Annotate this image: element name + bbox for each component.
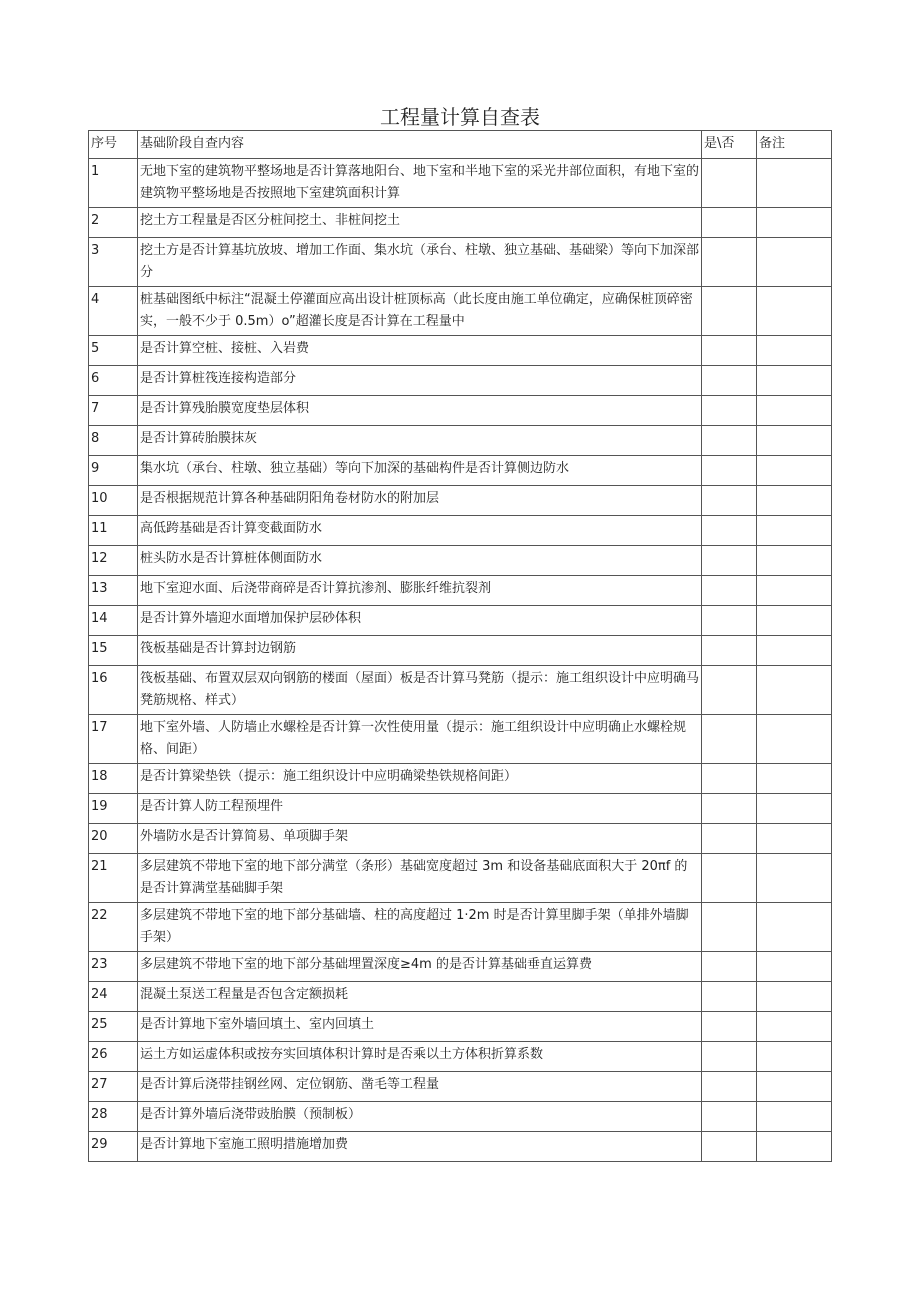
row-note-cell[interactable] xyxy=(757,794,832,824)
row-check-cell[interactable] xyxy=(702,1042,757,1072)
row-check-cell[interactable] xyxy=(702,636,757,666)
row-content: 高低跨基础是否计算变截面防水 xyxy=(138,516,702,546)
table-row xyxy=(89,636,832,666)
row-num: 14 xyxy=(89,606,138,636)
row-num: 28 xyxy=(89,1102,138,1132)
row-note-cell[interactable] xyxy=(757,982,832,1012)
row-note-cell[interactable] xyxy=(757,764,832,794)
table-row xyxy=(89,666,832,715)
row-content: 是否计算残胎膜宽度垫层体积 xyxy=(138,396,702,426)
table-row xyxy=(89,1072,832,1102)
row-note-cell[interactable] xyxy=(757,854,832,903)
row-note-cell[interactable] xyxy=(757,516,832,546)
row-note-cell[interactable] xyxy=(757,486,832,516)
row-content: 桩头防水是否计算桩体侧面防水 xyxy=(138,546,702,576)
row-num: 12 xyxy=(89,546,138,576)
row-content: 是否计算地下室施工照明措施增加费 xyxy=(138,1132,702,1162)
table-row xyxy=(89,396,832,426)
row-check-cell[interactable] xyxy=(702,426,757,456)
row-content: 多层建筑不带地下室的地下部分满堂（条形）基础宽度超过 3m 和设备基础底面积大于 20πf 的是否计算满堂基础脚手架 xyxy=(138,854,702,903)
row-check-cell[interactable] xyxy=(702,1132,757,1162)
row-note-cell[interactable] xyxy=(757,159,832,208)
table-row xyxy=(89,456,832,486)
row-content: 是否计算空桩、接桩、入岩费 xyxy=(138,336,702,366)
row-num: 23 xyxy=(89,952,138,982)
table-row xyxy=(89,1042,832,1072)
row-num: 1 xyxy=(89,159,138,208)
row-check-cell[interactable] xyxy=(702,606,757,636)
row-check-cell[interactable] xyxy=(702,794,757,824)
header-note: 备注 xyxy=(757,131,832,159)
table-row xyxy=(89,982,832,1012)
row-content: 是否计算桩筏连接构造部分 xyxy=(138,366,702,396)
row-note-cell[interactable] xyxy=(757,636,832,666)
row-check-cell[interactable] xyxy=(702,982,757,1012)
row-content: 地下室迎水面、后浇带商碎是否计算抗渗剂、膨胀纤维抗裂剂 xyxy=(138,576,702,606)
row-note-cell[interactable] xyxy=(757,715,832,764)
row-note-cell[interactable] xyxy=(757,366,832,396)
row-check-cell[interactable] xyxy=(702,1102,757,1132)
row-check-cell[interactable] xyxy=(702,764,757,794)
table-row xyxy=(89,287,832,336)
row-content: 混凝土泵送工程量是否包含定额损耗 xyxy=(138,982,702,1012)
row-check-cell[interactable] xyxy=(702,952,757,982)
row-note-cell[interactable] xyxy=(757,666,832,715)
table-row xyxy=(89,159,832,208)
row-note-cell[interactable] xyxy=(757,426,832,456)
row-num: 15 xyxy=(89,636,138,666)
row-num: 7 xyxy=(89,396,138,426)
row-check-cell[interactable] xyxy=(702,854,757,903)
row-content: 运土方如运虚体积或按夯实回填体积计算时是否乘以土方体积折算系数 xyxy=(138,1042,702,1072)
row-num: 8 xyxy=(89,426,138,456)
row-check-cell[interactable] xyxy=(702,366,757,396)
row-note-cell[interactable] xyxy=(757,287,832,336)
row-note-cell[interactable] xyxy=(757,903,832,952)
row-content: 多层建筑不带地下室的地下部分基础墙、柱的高度超过 1·2m 时是否计算里脚手架（单排外墙脚手架） xyxy=(138,903,702,952)
table-row xyxy=(89,546,832,576)
row-note-cell[interactable] xyxy=(757,606,832,636)
header-check: 是\否 xyxy=(702,131,757,159)
row-num: 2 xyxy=(89,208,138,238)
row-note-cell[interactable] xyxy=(757,1102,832,1132)
row-content: 无地下室的建筑物平整场地是否计算落地阳台、地下室和半地下室的采光井部位面积，有地下室的建筑物平整场地是否按照地下室建筑面积计算 xyxy=(138,159,702,208)
row-check-cell[interactable] xyxy=(702,456,757,486)
table-row xyxy=(89,426,832,456)
row-num: 22 xyxy=(89,903,138,952)
row-content: 是否计算外墙后浇带豉胎膜（预制板） xyxy=(138,1102,702,1132)
table-row xyxy=(89,903,832,952)
row-num: 5 xyxy=(89,336,138,366)
row-content: 是否计算人防工程预埋件 xyxy=(138,794,702,824)
row-check-cell[interactable] xyxy=(702,666,757,715)
table-row xyxy=(89,606,832,636)
row-num: 29 xyxy=(89,1132,138,1162)
row-content: 桩基础图纸中标注“混凝土停灌面应高出设计桩顶标高（此长度由施工单位确定，应确保桩顶碎密实，一般不少于 0.5m）o”超灌长度是否计算在工程量中 xyxy=(138,287,702,336)
row-check-cell[interactable] xyxy=(702,238,757,287)
row-note-cell[interactable] xyxy=(757,1042,832,1072)
self-check-table xyxy=(88,130,832,1162)
row-check-cell[interactable] xyxy=(702,486,757,516)
row-check-cell[interactable] xyxy=(702,576,757,606)
table-row xyxy=(89,715,832,764)
row-content: 是否计算梁垫铁（提示：施工组织设计中应明确梁垫铁规格间距） xyxy=(138,764,702,794)
row-content: 挖土方是否计算基坑放坡、增加工作面、集水坑（承台、柱墩、独立基础、基础梁）等向下加深部分 xyxy=(138,238,702,287)
row-num: 13 xyxy=(89,576,138,606)
row-check-cell[interactable] xyxy=(702,159,757,208)
table-row xyxy=(89,824,832,854)
row-num: 11 xyxy=(89,516,138,546)
table-body xyxy=(89,159,832,1162)
row-note-cell[interactable] xyxy=(757,456,832,486)
row-content: 是否计算砖胎膜抹灰 xyxy=(138,426,702,456)
row-content: 是否计算后浇带挂钢丝网、定位钢筋、凿毛等工程量 xyxy=(138,1072,702,1102)
table-row xyxy=(89,794,832,824)
row-content: 是否计算地下室外墙回填土、室内回填土 xyxy=(138,1012,702,1042)
row-note-cell[interactable] xyxy=(757,546,832,576)
row-num: 6 xyxy=(89,366,138,396)
row-note-cell[interactable] xyxy=(757,208,832,238)
row-content: 是否根据规范计算各种基础阴阳角卷材防水的附加层 xyxy=(138,486,702,516)
row-num: 9 xyxy=(89,456,138,486)
row-content: 筏板基础是否计算封边钢筋 xyxy=(138,636,702,666)
row-note-cell[interactable] xyxy=(757,238,832,287)
table-row xyxy=(89,764,832,794)
row-content: 多层建筑不带地下室的地下部分基础埋置深度≥4m 的是否计算基础垂直运算费 xyxy=(138,952,702,982)
table-row xyxy=(89,238,832,287)
row-content: 外墙防水是否计算简易、单项脚手架 xyxy=(138,824,702,854)
row-check-cell[interactable] xyxy=(702,715,757,764)
row-num: 16 xyxy=(89,666,138,715)
row-content: 挖土方工程量是否区分桩间挖土、非桩间挖土 xyxy=(138,208,702,238)
row-content: 地下室外墙、人防墙止水螺栓是否计算一次性使用量（提示：施工组织设计中应明确止水螺栓规格、间距） xyxy=(138,715,702,764)
row-num: 20 xyxy=(89,824,138,854)
table-row xyxy=(89,336,832,366)
row-note-cell[interactable] xyxy=(757,1072,832,1102)
row-note-cell[interactable] xyxy=(757,1132,832,1162)
row-check-cell[interactable] xyxy=(702,903,757,952)
row-num: 4 xyxy=(89,287,138,336)
table-row xyxy=(89,1132,832,1162)
row-num: 27 xyxy=(89,1072,138,1102)
row-check-cell[interactable] xyxy=(702,1012,757,1042)
row-check-cell[interactable] xyxy=(702,1072,757,1102)
row-check-cell[interactable] xyxy=(702,546,757,576)
row-content: 是否计算外墙迎水面增加保护层砂体积 xyxy=(138,606,702,636)
table-row xyxy=(89,1012,832,1042)
row-num: 26 xyxy=(89,1042,138,1072)
row-num: 10 xyxy=(89,486,138,516)
row-note-cell[interactable] xyxy=(757,576,832,606)
row-num: 3 xyxy=(89,238,138,287)
table-row xyxy=(89,486,832,516)
row-note-cell[interactable] xyxy=(757,396,832,426)
table-row xyxy=(89,854,832,903)
row-note-cell[interactable] xyxy=(757,952,832,982)
table-row xyxy=(89,516,832,546)
row-check-cell[interactable] xyxy=(702,336,757,366)
header-content: 基础阶段自查内容 xyxy=(138,131,702,159)
row-num: 21 xyxy=(89,854,138,903)
row-num: 17 xyxy=(89,715,138,764)
table-row xyxy=(89,576,832,606)
row-check-cell[interactable] xyxy=(702,824,757,854)
row-note-cell[interactable] xyxy=(757,824,832,854)
row-check-cell[interactable] xyxy=(702,208,757,238)
row-check-cell[interactable] xyxy=(702,396,757,426)
row-num: 19 xyxy=(89,794,138,824)
row-check-cell[interactable] xyxy=(702,287,757,336)
row-content: 集水坑（承台、柱墩、独立基础）等向下加深的基础构件是否计算侧边防水 xyxy=(138,456,702,486)
row-note-cell[interactable] xyxy=(757,1012,832,1042)
table-header-row xyxy=(89,131,832,159)
page-title: 工程量计算自查表 xyxy=(380,105,540,129)
header-num: 序号 xyxy=(89,131,138,159)
row-check-cell[interactable] xyxy=(702,516,757,546)
row-num: 25 xyxy=(89,1012,138,1042)
row-num: 24 xyxy=(89,982,138,1012)
row-num: 18 xyxy=(89,764,138,794)
table-row xyxy=(89,1102,832,1132)
row-note-cell[interactable] xyxy=(757,336,832,366)
table-row xyxy=(89,366,832,396)
table-row xyxy=(89,952,832,982)
row-content: 筏板基础、布置双层双向钢筋的楼面（屋面）板是否计算马凳筋（提示：施工组织设计中应明确马凳筋规格、样式） xyxy=(138,666,702,715)
table-row xyxy=(89,208,832,238)
